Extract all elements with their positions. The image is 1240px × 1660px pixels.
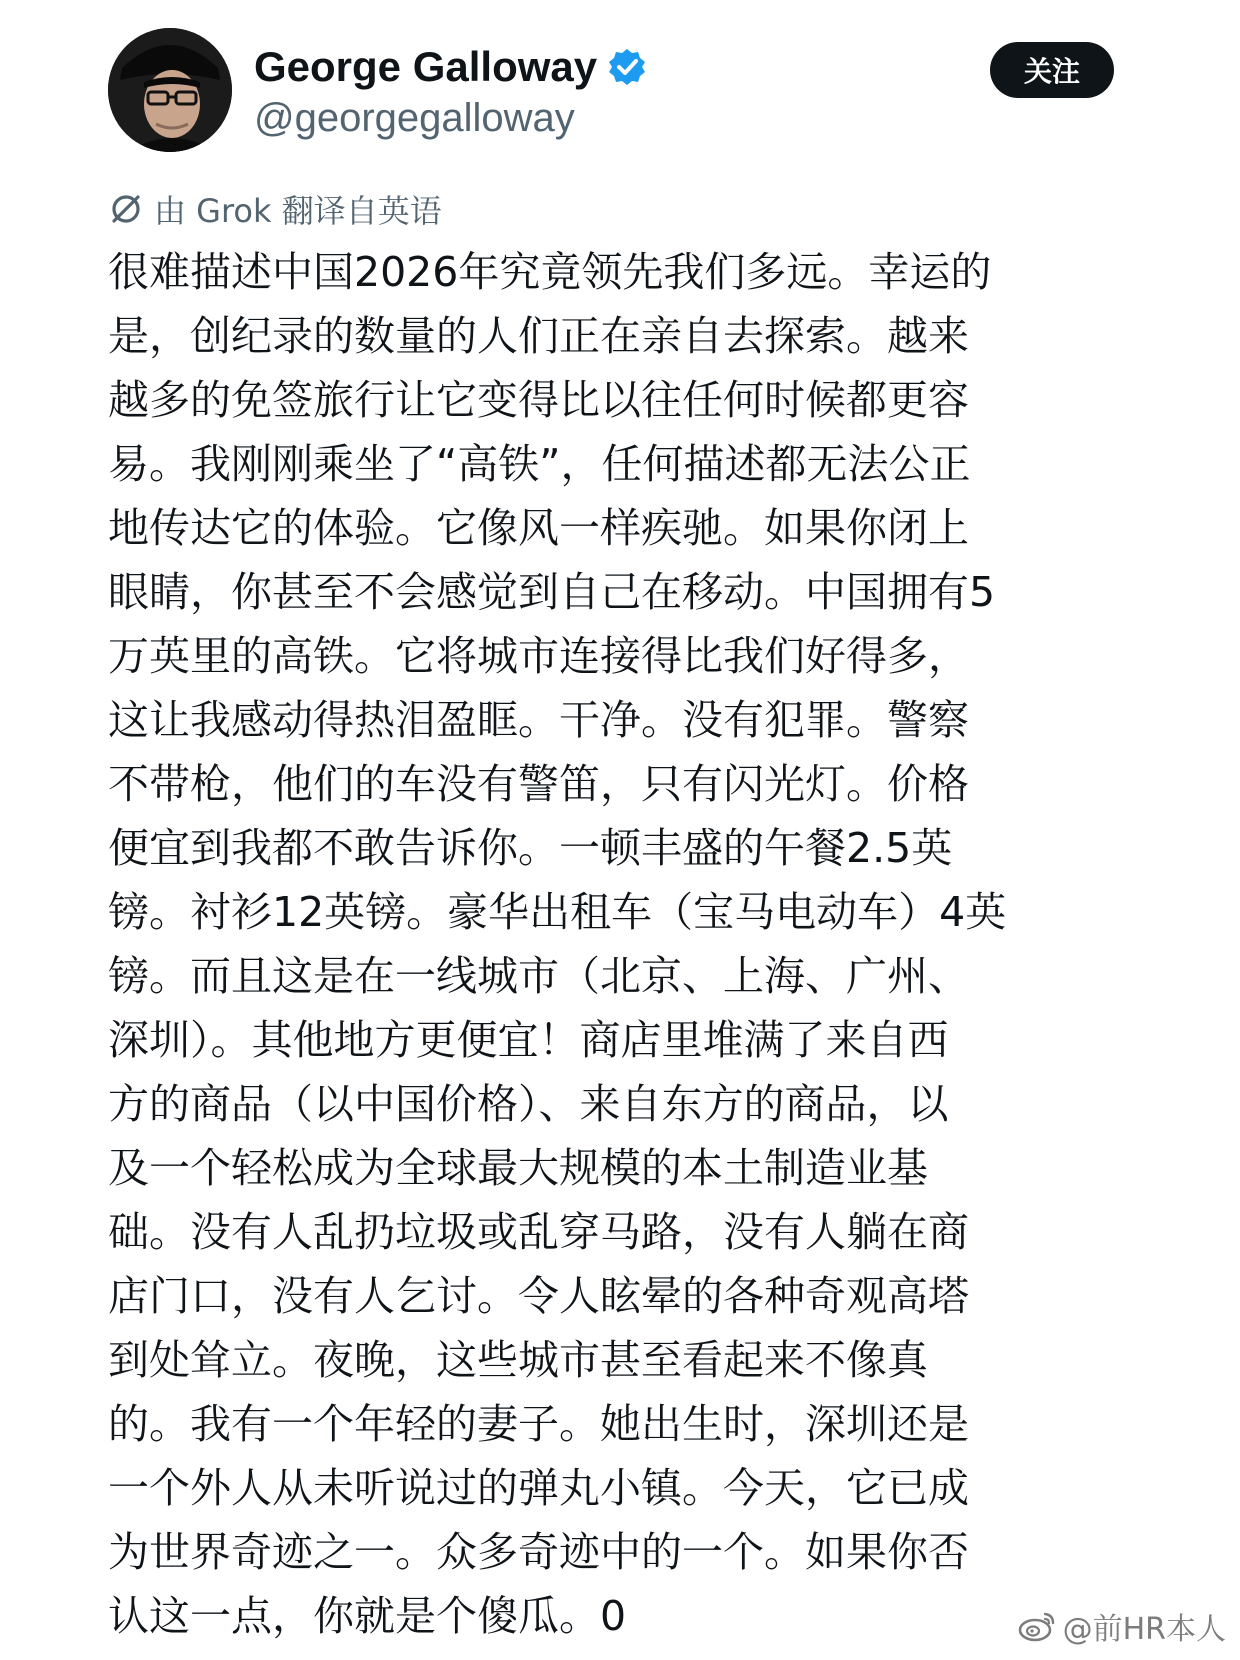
user-handle[interactable]: @georgegalloway (254, 96, 575, 140)
tweet-line: 方的商品（以中国价格）、来自东方的商品，以 (108, 1080, 949, 1128)
translate-icon (108, 191, 144, 227)
tweet-line: 这让我感动得热泪盈眶。干净。没有犯罪。警察 (108, 696, 969, 744)
avatar-photo-icon (108, 28, 232, 152)
tweet-line: 不带枪，他们的车没有警笛，只有闪光灯。价格 (108, 760, 969, 808)
tweet-line: 深圳）。其他地方更便宜！商店里堆满了来自西 (108, 1016, 949, 1064)
tweet-line: 是，创纪录的数量的人们正在亲自去探索。越来 (108, 312, 969, 360)
watermark-text: @前HR本人 (1062, 1612, 1226, 1647)
tweet-line: 及一个轻松成为全球最大规模的本土制造业基 (108, 1144, 928, 1192)
tweet-line: 一个外人从未听说过的弹丸小镇。今天，它已成 (108, 1464, 969, 1512)
tweet-line: 地传达它的体验。它像风一样疾驰。如果你闭上 (108, 504, 969, 552)
translation-notice[interactable] (108, 186, 442, 232)
display-name[interactable]: George Galloway (254, 43, 598, 90)
tweet-line: 便宜到我都不敢告诉你。一顿丰盛的午餐2.5英 (108, 824, 953, 872)
tweet-line: 到处耸立。夜晚，这些城市甚至看起来不像真 (108, 1336, 928, 1384)
tweet-line: 店门口，没有人乞讨。令人眩晕的各种奇观高塔 (108, 1272, 969, 1320)
weibo-watermark (1017, 1606, 1226, 1646)
tweet-line: 的。我有一个年轻的妻子。她出生时，深圳还是 (108, 1400, 969, 1448)
tweet-line: 万英里的高铁。它将城市连接得比我们好得多， (108, 632, 969, 680)
tweet-line: 镑。而且这是在一线城市（北京、上海、广州、 (108, 952, 969, 1000)
tweet-header (0, 0, 1240, 170)
tweet-line: 越多的免签旅行让它变得比以往任何时候都更容 (108, 376, 969, 424)
translation-label: 由 Grok 翻译自英语 (154, 192, 442, 230)
tweet-text (108, 240, 1138, 1648)
verified-badge-icon (607, 47, 647, 87)
tweet-line: 为世界奇迹之一。众多奇迹中的一个。如果你否 (108, 1528, 969, 1576)
name-row (254, 40, 647, 94)
tweet-line: 很难描述中国2026年究竟领先我们多远。幸运的 (108, 248, 992, 296)
weibo-icon (1017, 1609, 1057, 1643)
tweet-line: 易。我刚刚乘坐了“高铁”，任何描述都无法公正 (108, 440, 971, 488)
tweet-line: 眼睛，你甚至不会感觉到自己在移动。中国拥有5 (108, 568, 996, 616)
follow-button[interactable]: 关注 (990, 42, 1114, 98)
tweet-line: 认这一点，你就是个傻瓜。0 (108, 1592, 627, 1640)
tweet-line: 础。没有人乱扔垃圾或乱穿马路，没有人躺在商 (108, 1208, 969, 1256)
tweet-line: 镑。衬衫12英镑。豪华出租车（宝马电动车）4英 (108, 888, 1007, 936)
avatar[interactable] (108, 28, 232, 152)
